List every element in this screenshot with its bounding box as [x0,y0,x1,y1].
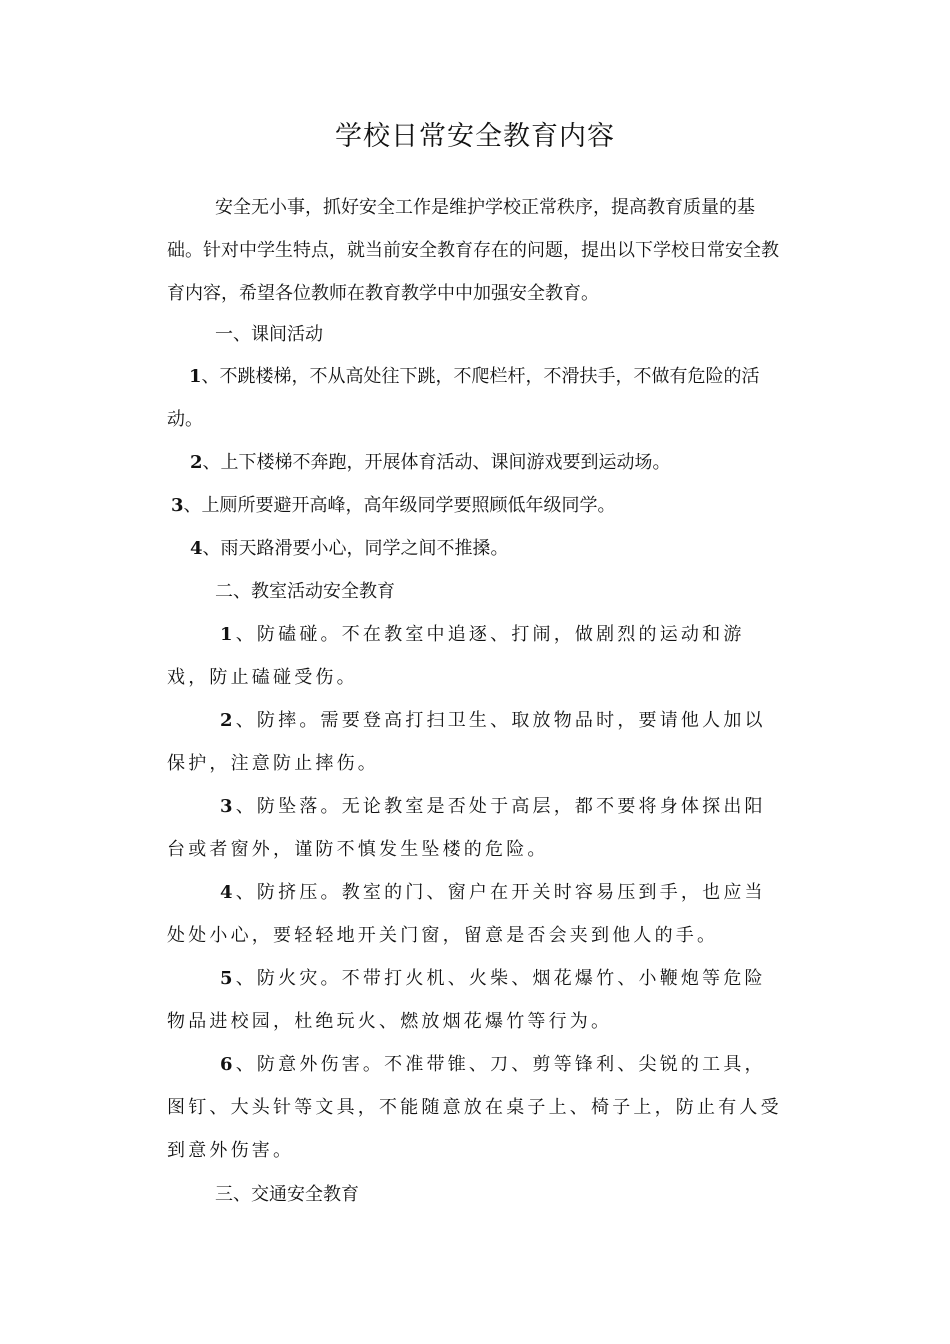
section-heading: 三、交通安全教育 [215,1184,359,1205]
list-item [167,613,784,699]
item-number: 4 [190,538,203,559]
item-text: 、防摔。需要登高打扫卫生、取放物品时，要请他人加以保护，注意防止摔伤。 [167,710,766,774]
section-heading: 二、教室活动安全教育 [215,581,395,602]
item-number: 5 [220,968,236,989]
item-text: 、上厕所要避开高峰，高年级同学要照顾低年级同学。 [183,495,616,516]
item-number: 1 [189,366,202,387]
item-number: 3 [171,495,184,516]
list-item [190,441,671,484]
item-number: 4 [220,882,236,903]
list-item [167,1043,784,1172]
item-number: 2 [220,710,236,731]
item-number: 3 [220,796,236,817]
list-item [167,957,784,1043]
list-item [190,527,509,570]
list-item [171,484,616,527]
list-item [167,355,784,441]
section-heading: 一、课间活动 [215,324,323,345]
intro-paragraph: 安全无小事，抓好安全工作是维护学校正常秩序，提高教育质量的基础。针对中学生特点，就当前安全教育存在的问题，提出以下学校日常安全教育内容，希望各位教师在教育教学中中加强安全教育。 [167,197,779,304]
list-item [167,785,784,871]
document-title: 学校日常安全教育内容 [335,121,615,152]
item-number: 2 [190,452,203,473]
item-text: 、防意外伤害。不准带锥、刀、剪等锋利、尖锐的工具，图钉、大头针等文具，不能随意放在桌子上、椅子上，防止有人受到意外伤害。 [167,1054,782,1161]
item-text: 、雨天路滑要小心，同学之间不推搡。 [202,538,509,559]
item-text: 、防坠落。无论教室是否处于高层，都不要将身体探出阳台或者窗外，谨防不慎发生坠楼的危险。 [167,796,766,860]
item-number: 6 [220,1054,236,1075]
item-text: 、上下楼梯不奔跑，开展体育活动、课间游戏要到运动场。 [202,452,671,473]
item-number: 1 [220,624,236,645]
item-text: 、不跳楼梯，不从高处往下跳，不爬栏杆，不滑扶手，不做有危险的活动。 [167,366,760,430]
item-text: 、防火灾。不带打火机、火柴、烟花爆竹、小鞭炮等危险物品进校园，杜绝玩火、燃放烟花爆竹等行为。 [167,968,766,1032]
list-item [167,699,784,785]
list-item [167,871,784,957]
item-text: 、防磕碰。不在教室中追逐、打闹，做剧烈的运动和游戏，防止磕碰受伤。 [167,624,745,688]
item-text: 、防挤压。教室的门、窗户在开关时容易压到手，也应当处处小心，要轻轻地开关门窗，留意是否会夹到他人的手。 [167,882,766,946]
